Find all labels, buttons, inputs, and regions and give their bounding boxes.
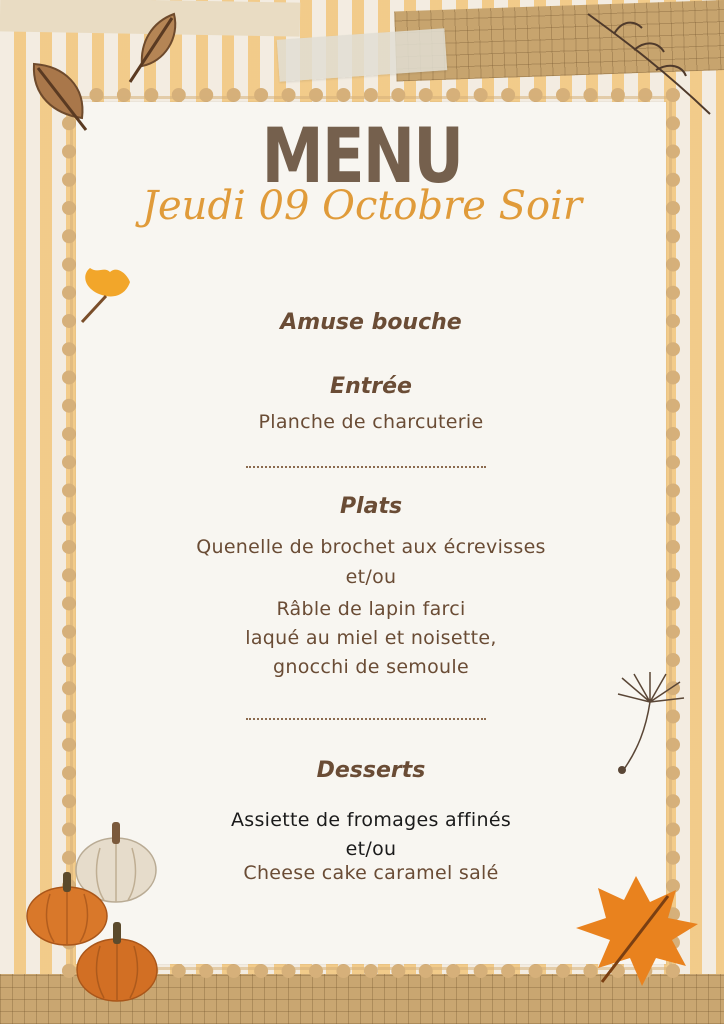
desserts-item: Assiette de fromages affinés xyxy=(230,809,512,831)
dotted-divider xyxy=(246,466,486,468)
plats-item: Quenelle de brochet aux écrevisses xyxy=(196,536,546,558)
menu-subtitle: Jeudi 09 Octobre Soir xyxy=(141,183,583,229)
entree-item: Planche de charcuterie xyxy=(258,411,484,433)
plats-item: laqué au miel et noisette, xyxy=(245,627,497,649)
section-title-plats: Plats xyxy=(339,494,403,519)
menu-title: MENU xyxy=(261,111,463,200)
desserts-item: et/ou xyxy=(345,838,397,860)
section-title-entree: Entrée xyxy=(330,374,412,399)
menu-content xyxy=(76,0,666,1024)
plats-item: et/ou xyxy=(345,566,397,588)
plats-item: gnocchi de semoule xyxy=(273,656,469,678)
plats-item: Râble de lapin farci xyxy=(276,598,466,620)
dotted-divider xyxy=(246,718,486,720)
desserts-item: Cheese cake caramel salé xyxy=(243,862,499,884)
section-title-desserts: Desserts xyxy=(316,758,426,783)
section-title-amuse-bouche: Amuse bouche xyxy=(280,310,462,335)
